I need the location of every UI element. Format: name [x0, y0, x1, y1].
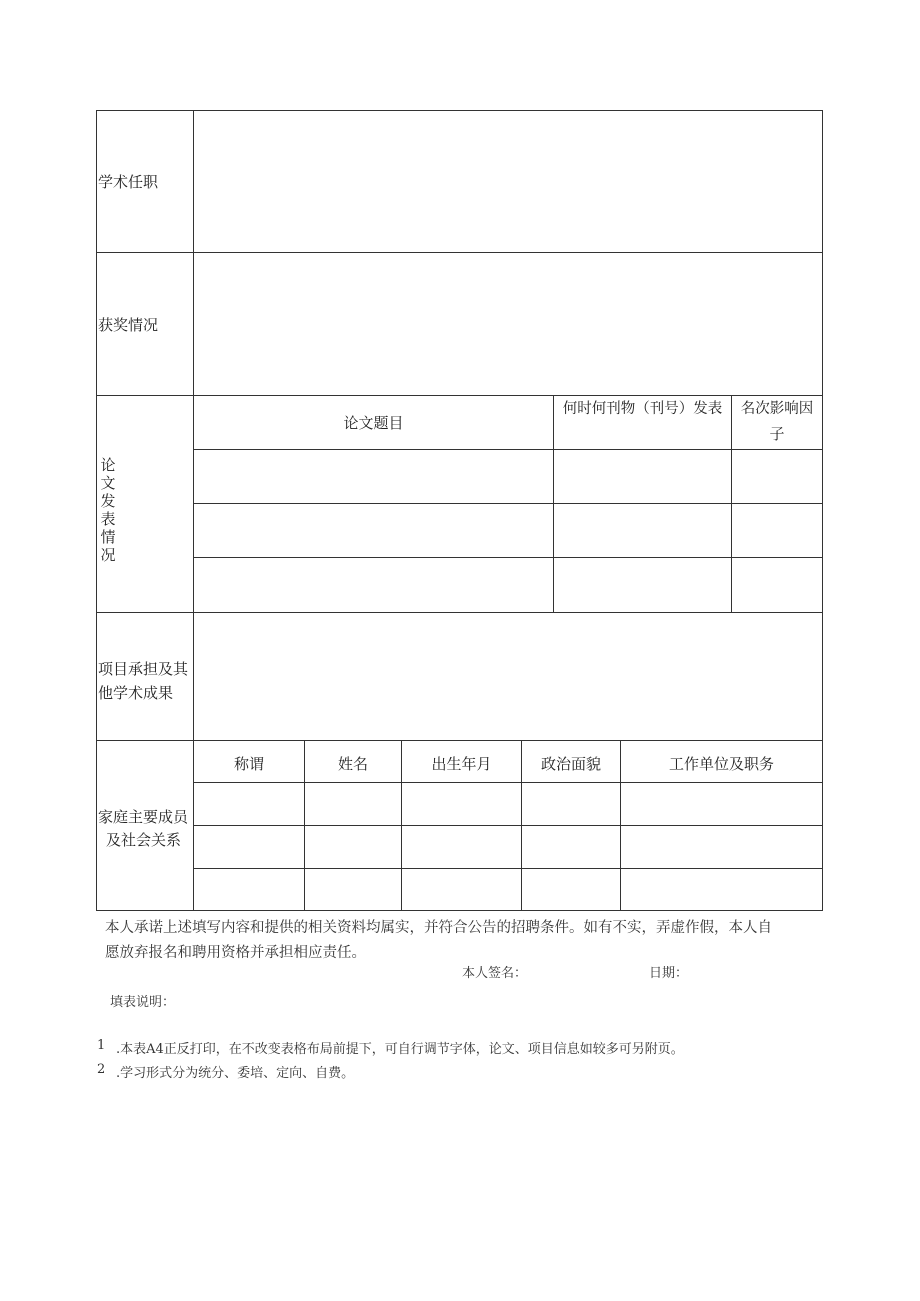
family-row-1-birth[interactable]	[402, 783, 521, 825]
academic-post-field[interactable]	[194, 111, 822, 252]
paper-row-2-rank[interactable]	[732, 504, 822, 557]
awards-label: 获奖情况	[98, 316, 159, 334]
paper-row-3-when-where[interactable]	[554, 558, 731, 612]
paper-row-1-when-where[interactable]	[554, 450, 731, 503]
note-1-number: 1	[97, 1038, 106, 1053]
awards-field[interactable]	[194, 253, 822, 395]
family-col-relation: 称谓	[233, 755, 264, 773]
family-row-1-relation[interactable]	[194, 783, 304, 825]
papers-section-label: 论文发表情况	[100, 456, 116, 564]
declaration-line1: 本人承诺上述填写内容和提供的相关资料均属实，并符合公告的招聘条件。如有不实，弄虚作假，本人自	[105, 920, 772, 936]
family-label-line2: 及社会关系	[106, 831, 182, 849]
row-divider-projects	[96, 740, 823, 741]
paper-row-1-rank[interactable]	[732, 450, 822, 503]
projects-label-line1: 项目承担及其	[98, 660, 189, 678]
family-row-1-political[interactable]	[522, 783, 620, 825]
papers-col-title: 论文题目	[343, 414, 404, 432]
row-divider-awards	[96, 395, 823, 396]
table-border-left	[96, 110, 97, 911]
family-col-birth: 出生年月	[431, 755, 492, 773]
family-row-1-name[interactable]	[305, 783, 401, 825]
family-label-line1: 家庭主要成员	[98, 808, 189, 826]
projects-field[interactable]	[194, 613, 822, 740]
projects-label-line2: 他学术成果	[98, 684, 174, 702]
note-1-text: .本表A4正反打印，在不改变表格布局前提下，可自行调节字体，论文、项目信息如较多可另附页。	[116, 1042, 684, 1057]
table-border-bottom	[96, 910, 823, 911]
family-row-2-name[interactable]	[305, 826, 401, 868]
family-row-3-political[interactable]	[522, 869, 620, 910]
paper-row-1-title[interactable]	[194, 450, 553, 503]
family-row-1-work[interactable]	[621, 783, 822, 825]
note-2-text: .学习形式分为统分、委培、定向、自费。	[116, 1066, 355, 1081]
family-row-3-work[interactable]	[621, 869, 822, 910]
papers-col-rank-line1: 名次影响因	[740, 401, 814, 417]
paper-row-3-rank[interactable]	[732, 558, 822, 612]
signature-label: 本人签名：	[462, 966, 528, 981]
family-row-3-relation[interactable]	[194, 869, 304, 910]
family-row-2-relation[interactable]	[194, 826, 304, 868]
notes-title: 填表说明：	[110, 995, 176, 1010]
academic-post-label: 学术任职	[98, 173, 159, 191]
family-row-2-birth[interactable]	[402, 826, 521, 868]
note-2-number: 2	[97, 1062, 106, 1077]
family-col-work: 工作单位及职务	[668, 755, 774, 773]
family-col-name: 姓名	[337, 755, 368, 773]
date-label: 日期：	[649, 966, 689, 981]
papers-col-when-where: 何时何刊物（刊号）发表	[562, 401, 723, 417]
table-border-right	[822, 110, 823, 911]
paper-row-2-title[interactable]	[194, 504, 553, 557]
paper-row-2-when-where[interactable]	[554, 504, 731, 557]
family-row-3-birth[interactable]	[402, 869, 521, 910]
family-row-2-political[interactable]	[522, 826, 620, 868]
family-col-political: 政治面貌	[540, 755, 601, 773]
declaration-line2: 愿放弃报名和聘用资格并承担相应责任。	[105, 945, 366, 961]
papers-col-rank-line2: 子	[769, 425, 785, 443]
family-row-3-name[interactable]	[305, 869, 401, 910]
paper-row-3-title[interactable]	[194, 558, 553, 612]
family-row-2-work[interactable]	[621, 826, 822, 868]
